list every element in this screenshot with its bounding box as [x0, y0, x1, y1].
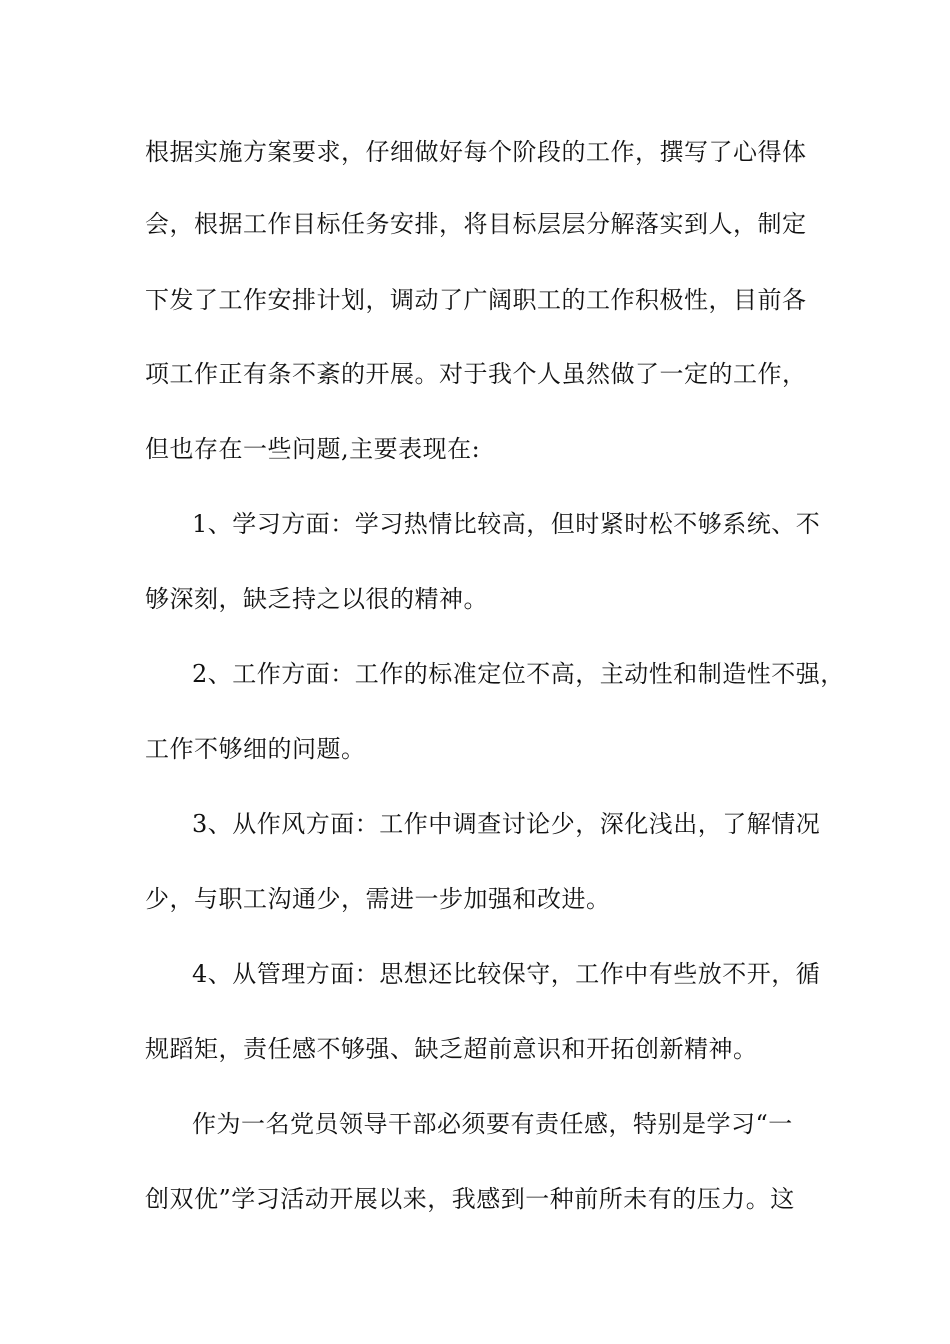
- text-line: 下发了工作安排计划，调动了广阔职工的工作积极性，目前各: [145, 286, 807, 314]
- text-line: 规蹈矩，责任感不够强、缺乏超前意识和开拓创新精神。: [145, 1035, 758, 1063]
- text-line: 会，根据工作目标任务安排，将目标层层分解落实到人，制定: [145, 210, 807, 238]
- text-line: 少，与职工沟通少，需进一步加强和改进。: [145, 885, 611, 913]
- text-line: 工作不够细的问题。: [145, 735, 366, 763]
- list-item-style: 3、从作风方面：工作中调查讨论少，深化浅出，了解情况: [192, 810, 821, 838]
- text-line: 创双优”学习活动开展以来，我感到一种前所未有的压力。这: [145, 1185, 795, 1213]
- list-item-study: 1、学习方面：学习热情比较高，但时紧时松不够系统、不: [192, 510, 821, 538]
- text-line: 根据实施方案要求，仔细做好每个阶段的工作，撰写了心得体: [145, 138, 807, 166]
- text-line: 项工作正有条不紊的开展。对于我个人虽然做了一定的工作，: [145, 360, 807, 388]
- text-line: 够深刻，缺乏持之以很的精神。: [145, 585, 488, 613]
- list-item-work: 2、工作方面：工作的标准定位不高，主动性和制造性不强，: [192, 660, 845, 688]
- list-item-management: 4、从管理方面：思想还比较保守，工作中有些放不开，循: [192, 960, 821, 988]
- text-line: 但也存在一些问题,主要表现在:: [145, 435, 481, 463]
- paragraph-start: 作为一名党员领导干部必须要有责任感，特别是学习“一: [192, 1110, 793, 1138]
